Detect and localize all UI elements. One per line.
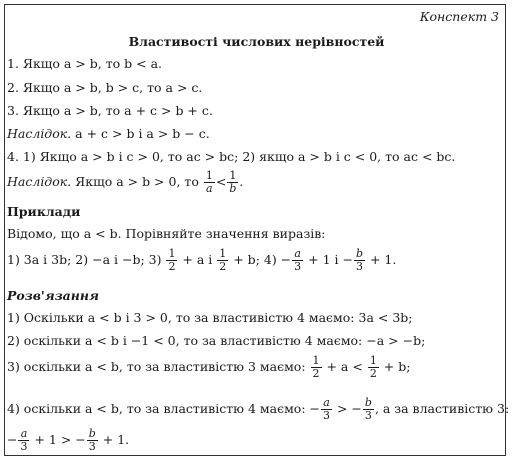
fraction-1-over-2: $\frac{1}{2}$ (219, 247, 227, 273)
fraction-1-over-2: $\frac{1}{2}$ (312, 354, 320, 380)
property-3: 3. Якщо a > b, то a + c > b + c. (7, 103, 213, 118)
examples-list: 1) 3a і 3b; 2) −a і −b; 3) $\frac{1}{2}$ + a і $\frac{1}{2}$ + b; 4) − $\frac{a}{3}$ + 1 і − $\frac{b}{3}$ + 1. (7, 247, 397, 273)
fraction-1-over-a: $\frac{1}{a}$ (205, 169, 213, 195)
corollary-1 (7, 126, 210, 142)
corollary-1-lead: Наслідок. (7, 126, 72, 141)
fraction-1-over-2: $\frac{1}{2}$ (168, 247, 176, 273)
fraction-a-over-3: $\frac{a}{3}$ (322, 396, 330, 422)
corollary-2-lead: Наслідок. (7, 174, 72, 189)
solution-4: 4) оскільки a < b, то за властивістю 4 маємо: − $\frac{a}{3}$ > − $\frac{b}{3}$ , а за властивістю 3: (7, 396, 510, 422)
corollary-2-tail: . (239, 174, 244, 189)
corollary-2: Наслідок. Якщо a > b > 0, то $\frac{1}{a}$ < $\frac{1}{b}$ . (7, 169, 244, 195)
fraction-1-over-2: $\frac{1}{2}$ (369, 354, 377, 380)
corollary-1-text: a + c > b і a > b − c. (71, 126, 210, 141)
property-4: 4. 1) Якщо a > b і c > 0, то ac > bc; 2) якщо a > b і c < 0, то ac < bc. (7, 149, 456, 164)
solution-1: 1) Оскільки a < b і 3 > 0, то за властивістю 4 маємо: 3a < 3b; (7, 310, 413, 325)
property-1: 1. Якщо a > b, то b < a. (7, 56, 163, 71)
property-2: 2. Якщо a > b, b > c, то a > c. (7, 80, 203, 95)
solution-heading: Розв'язання (7, 288, 99, 303)
solution-4-continued: − $\frac{a}{3}$ + 1 > − $\frac{b}{3}$ + 1. (7, 427, 130, 453)
page-header-label: Конспект 3 (419, 9, 499, 24)
fraction-a-over-3: $\frac{a}{3}$ (294, 247, 302, 273)
fraction-b-over-3: $\frac{b}{3}$ (88, 427, 96, 453)
solution-3: 3) оскільки a < b, то за властивістю 3 маємо: $\frac{1}{2}$ + a < $\frac{1}{2}$ + b; (7, 354, 411, 380)
fraction-b-over-3: $\frac{b}{3}$ (355, 247, 363, 273)
fraction-b-over-3: $\frac{b}{3}$ (364, 396, 372, 422)
fraction-1-over-b: $\frac{1}{b}$ (229, 169, 237, 195)
corollary-2-text: Якщо a > b > 0, то (71, 174, 203, 189)
examples-intro: Відомо, що a < b. Порівняйте значення виразів: (7, 226, 326, 241)
page-title: Властивості числових нерівностей (128, 34, 385, 49)
fraction-a-over-3: $\frac{a}{3}$ (20, 427, 28, 453)
examples-heading: Приклади (7, 204, 81, 219)
solution-2: 2) оскільки a < b і −1 < 0, то за властивістю 4 маємо: −a > −b; (7, 333, 426, 348)
